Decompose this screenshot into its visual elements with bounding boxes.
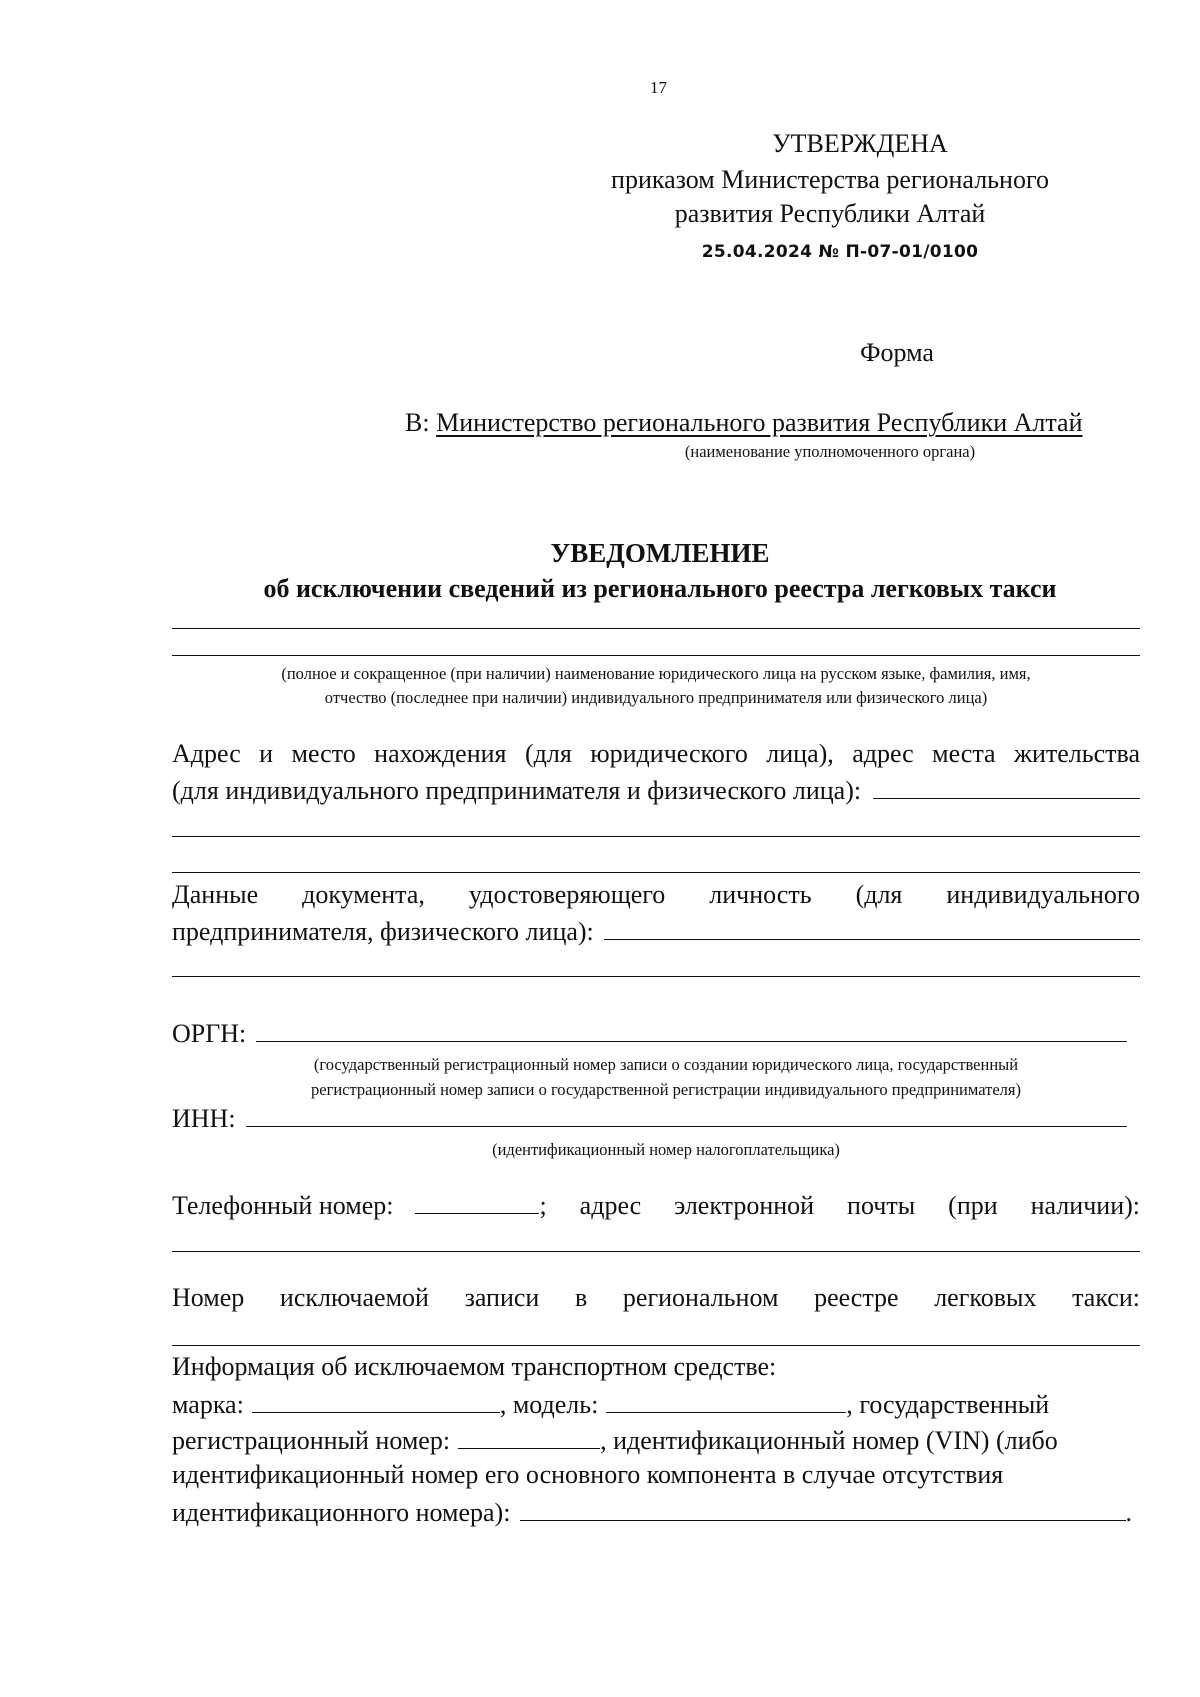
ogrn-field[interactable] — [256, 1015, 1127, 1042]
record-number-field[interactable] — [172, 1345, 1140, 1346]
address-field-line-3[interactable] — [172, 872, 1140, 873]
identity-word: индивидуального — [946, 880, 1140, 909]
ogrn-line — [172, 1015, 1127, 1051]
vehicle-line-2 — [172, 1386, 1140, 1422]
vehicle-line-3 — [172, 1422, 1140, 1458]
vehicle-line-5 — [172, 1494, 1132, 1530]
ogrn-label: ОРГН: — [172, 1019, 247, 1048]
identity-word: удостоверяющего — [468, 880, 666, 909]
record-word: реестре — [814, 1283, 899, 1312]
identity-label-line-2: предпринимателя, физического лица): — [172, 917, 594, 946]
vehicle-line-4: идентификационный номер его основного компонента в случае отсутствия — [172, 1460, 1004, 1489]
recipient-prefix: В: — [405, 408, 430, 437]
identity-word: (для — [855, 880, 903, 909]
phone-line — [172, 1187, 1140, 1223]
brand-field[interactable] — [252, 1386, 500, 1413]
identity-word: Данные — [172, 880, 259, 909]
inn-line — [172, 1100, 1127, 1136]
ogrn-caption-1: (государственный регистрационный номер записи о создании юридического лица, государственный — [313, 1055, 1019, 1074]
inn-label: ИНН: — [172, 1104, 236, 1133]
ogrn-caption-2: регистрационный номер записи о государственной регистрации индивидуального предпринимателя) — [311, 1080, 1021, 1099]
vehicle-heading: Информация об исключаемом транспортном средстве: — [172, 1352, 777, 1381]
address-field[interactable] — [873, 772, 1140, 799]
vin-field-label: идентификационного номера): — [172, 1498, 511, 1527]
inn-caption: (идентификационный номер налогоплательщика) — [492, 1140, 840, 1159]
recipient-line — [405, 406, 1083, 440]
reg-number-label: регистрационный номер: — [172, 1426, 451, 1455]
record-word: Номер — [172, 1283, 245, 1312]
document-subtitle: об исключении сведений из регионального реестра легковых такси — [263, 574, 1057, 603]
reg-number-field[interactable] — [458, 1422, 600, 1449]
inn-field[interactable] — [246, 1100, 1127, 1127]
recipient-name: Министерство регионального развития Республики Алтай — [436, 408, 1083, 437]
identity-label-line-1 — [172, 878, 1140, 912]
phone-label: Телефонный номер: — [172, 1191, 394, 1220]
document-title: УВЕДОМЛЕНИЕ — [550, 538, 770, 568]
address-label-line-1: Адрес и место нахождения (для юридического лица), адрес места жительства — [172, 739, 1140, 768]
record-word: такси: — [1072, 1283, 1140, 1312]
address-label-line-2: (для индивидуального предпринимателя и физического лица): — [172, 776, 862, 805]
identity-field[interactable] — [604, 913, 1140, 940]
approval-line-1: приказом Министерства регионального — [611, 165, 1049, 194]
record-word: легковых — [934, 1283, 1037, 1312]
model-label: , модель: — [499, 1390, 599, 1419]
identity-word: документа, — [302, 880, 425, 909]
page-number: 17 — [650, 78, 667, 97]
phone-field[interactable] — [415, 1187, 539, 1214]
applicant-name-line-1[interactable] — [172, 628, 1140, 629]
end-dot: . — [1125, 1498, 1132, 1527]
identity-field-line-2[interactable] — [172, 976, 1140, 977]
address-field-line-2[interactable] — [172, 836, 1140, 837]
record-word: исключаемой — [279, 1283, 429, 1312]
approval-heading: УТВЕРЖДЕНА — [772, 129, 948, 158]
brand-label: марка: — [172, 1390, 244, 1419]
model-field[interactable] — [606, 1386, 846, 1413]
approval-line-2: развития Республики Алтай — [674, 199, 986, 228]
vin-field[interactable] — [520, 1494, 1125, 1521]
record-word: записи — [464, 1283, 540, 1312]
address-line-2 — [172, 772, 1140, 808]
identity-word: личность — [709, 880, 812, 909]
email-label: ; адрес электронной почты (при наличии): — [539, 1191, 1140, 1220]
record-number-label — [172, 1281, 1140, 1315]
applicant-name-line-2[interactable] — [172, 655, 1140, 656]
identity-line-2 — [172, 913, 1140, 949]
applicant-caption-1: (полное и сокращенное (при наличии) наименование юридического лица на русском языке, фамилия, имя, — [281, 664, 1031, 683]
record-word: в — [574, 1283, 588, 1312]
approval-stamp: 25.04.2024 № П-07-01/0100 — [701, 242, 979, 262]
email-field[interactable] — [172, 1251, 1140, 1252]
record-word: региональном — [622, 1283, 779, 1312]
form-label: Форма — [860, 338, 934, 367]
state-number-label: , государственный — [846, 1390, 1050, 1419]
recipient-caption: (наименование уполномоченного органа) — [684, 442, 976, 461]
vin-label: , идентификационный номер (VIN) (либо — [600, 1426, 1058, 1455]
applicant-caption-2: отчество (последнее при наличии) индивидуального предпринимателя или физического лица) — [324, 688, 988, 707]
